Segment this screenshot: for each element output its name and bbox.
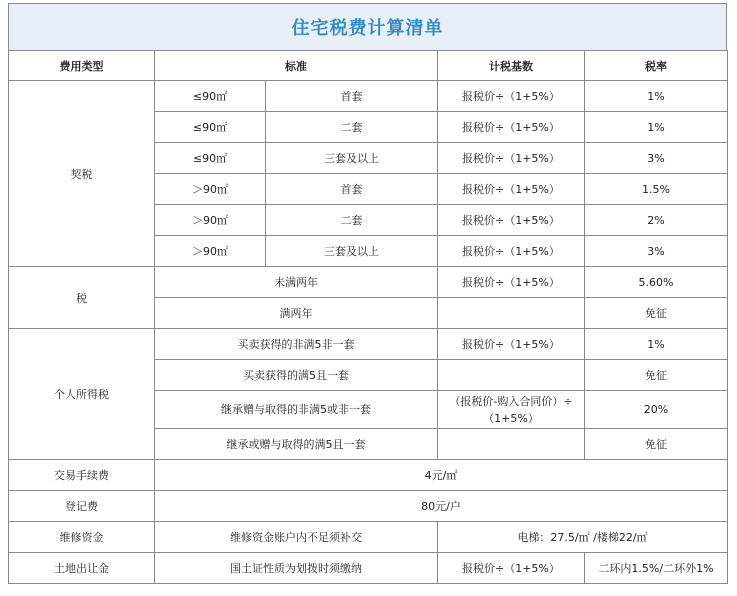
base-cell: 报税价÷（1+5%） bbox=[438, 267, 585, 298]
registration-type: 登记费 bbox=[9, 491, 155, 522]
base-cell bbox=[438, 391, 585, 429]
header-tax-base: 计税基数 bbox=[438, 51, 585, 81]
kind-cell: 二套 bbox=[266, 112, 438, 143]
standard-cell: 满两年 bbox=[155, 298, 438, 329]
base-line-1: （报税价-购入合同价）÷ bbox=[449, 394, 573, 408]
fee-type: 交易手续费 bbox=[9, 460, 155, 491]
table-row bbox=[9, 553, 728, 584]
header-standard: 标准 bbox=[155, 51, 438, 81]
header-tax-rate: 税率 bbox=[585, 51, 728, 81]
table-row bbox=[9, 81, 728, 112]
rate-cell: 5.60% bbox=[585, 267, 728, 298]
land-rate: 二环内1.5%/二环外1% bbox=[585, 553, 728, 584]
base-cell: 报税价÷（1+5%） bbox=[438, 205, 585, 236]
base-cell: 报税价÷（1+5%） bbox=[438, 112, 585, 143]
rate-cell: 1% bbox=[585, 112, 728, 143]
land-standard: 国土证性质为划拨时须缴纳 bbox=[155, 553, 438, 584]
standard-cell: 继承赠与取得的非满5或非一套 bbox=[155, 391, 438, 429]
maintenance-value: 电梯：27.5/㎡ /楼梯22/㎡ bbox=[438, 522, 728, 553]
standard-cell: 买卖获得的非满5非一套 bbox=[155, 329, 438, 360]
table-row bbox=[9, 491, 728, 522]
area-cell: ≤90㎡ bbox=[155, 81, 266, 112]
standard-cell: 继承或赠与取得的满5且一套 bbox=[155, 429, 438, 460]
base-line-2: （1+5%） bbox=[483, 411, 539, 425]
maintenance-type: 维修资金 bbox=[9, 522, 155, 553]
rate-cell: 1% bbox=[585, 329, 728, 360]
base-cell: 报税价÷（1+5%） bbox=[438, 174, 585, 205]
rate-cell: 免征 bbox=[585, 298, 728, 329]
base-cell bbox=[438, 429, 585, 460]
base-cell bbox=[438, 360, 585, 391]
income-tax-type: 个人所得税 bbox=[9, 329, 155, 460]
base-cell: 报税价÷（1+5%） bbox=[438, 329, 585, 360]
table-row bbox=[9, 460, 728, 491]
kind-cell: 二套 bbox=[266, 205, 438, 236]
rate-cell: 2% bbox=[585, 205, 728, 236]
base-cell: 报税价÷（1+5%） bbox=[438, 143, 585, 174]
kind-cell: 三套及以上 bbox=[266, 143, 438, 174]
rate-cell: 3% bbox=[585, 143, 728, 174]
header-fee-type: 费用类型 bbox=[9, 51, 155, 81]
area-cell: ≤90㎡ bbox=[155, 143, 266, 174]
area-cell: ＞90㎡ bbox=[155, 236, 266, 267]
tax-table bbox=[8, 50, 728, 584]
header-row bbox=[9, 51, 728, 81]
area-cell: ＞90㎡ bbox=[155, 205, 266, 236]
base-cell bbox=[438, 298, 585, 329]
rate-cell: 20% bbox=[585, 391, 728, 429]
standard-cell: 买卖获得的满5且一套 bbox=[155, 360, 438, 391]
base-cell: 报税价÷（1+5%） bbox=[438, 81, 585, 112]
standard-cell: 未满两年 bbox=[155, 267, 438, 298]
land-base: 报税价÷（1+5%） bbox=[438, 553, 585, 584]
table-row bbox=[9, 267, 728, 298]
base-cell: 报税价÷（1+5%） bbox=[438, 236, 585, 267]
fee-value: 4元/㎡ bbox=[155, 460, 728, 491]
maintenance-standard: 维修资金账户内不足须补交 bbox=[155, 522, 438, 553]
land-type: 土地出让金 bbox=[9, 553, 155, 584]
rate-cell: 免征 bbox=[585, 360, 728, 391]
rate-cell: 1% bbox=[585, 81, 728, 112]
sheet-title: 住宅税费计算清单 bbox=[8, 3, 727, 50]
kind-cell: 首套 bbox=[266, 174, 438, 205]
deed-tax-type: 契税 bbox=[9, 81, 155, 267]
registration-value: 80元/户 bbox=[155, 491, 728, 522]
rate-cell: 1.5% bbox=[585, 174, 728, 205]
kind-cell: 三套及以上 bbox=[266, 236, 438, 267]
area-cell: ＞90㎡ bbox=[155, 174, 266, 205]
area-cell: ≤90㎡ bbox=[155, 112, 266, 143]
rate-cell: 3% bbox=[585, 236, 728, 267]
table-row bbox=[9, 329, 728, 360]
table-row bbox=[9, 522, 728, 553]
tax-sheet bbox=[8, 3, 727, 584]
rate-cell: 免征 bbox=[585, 429, 728, 460]
tax-type: 税 bbox=[9, 267, 155, 329]
kind-cell: 首套 bbox=[266, 81, 438, 112]
